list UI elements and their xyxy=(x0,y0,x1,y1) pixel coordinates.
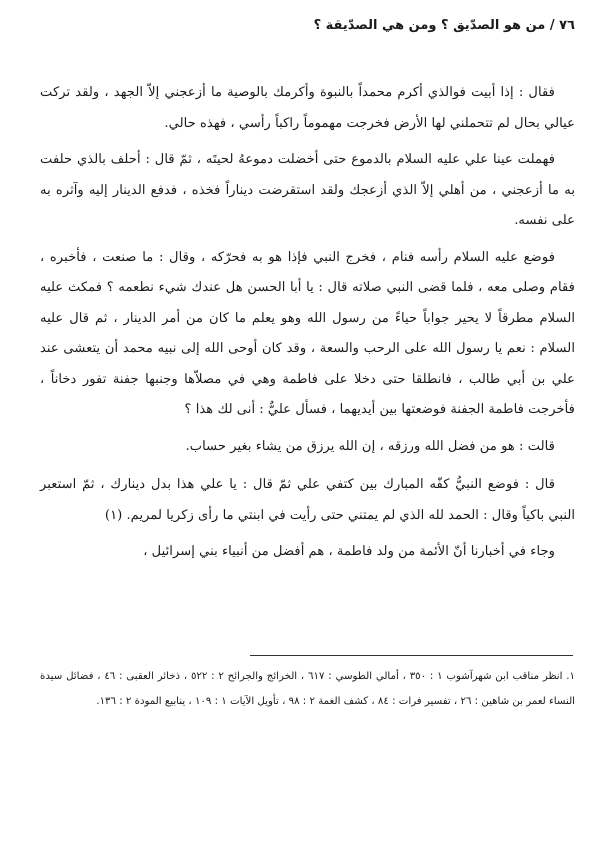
paragraph-1: فقال : إذا أبيت فوالذي أكرم محمداً بالنبوة وأكرمك بالوصية ما أزعجني إلاّ الجهد ، ولقد تركت عيالي بحال لم تتحملني لها الأرض فخرجت مهموماً راكباً رأسي ، فهذه حالي. xyxy=(40,85,575,131)
footnote-separator xyxy=(250,655,573,656)
footnotes xyxy=(40,664,575,714)
paragraph-6: وجاء في أخبارنا أنّ الأئمة من ولد فاطمة ، هم أفضل من أنبياء بني إسرائيل ، xyxy=(143,544,555,559)
paragraph-3: فوضع عليه السلام رأسه فنام ، فخرج النبي فإذا هو به فحرّكه ، وقال : ما صنعت ، فأخبره ، فقام وصلى معه ، فلما قضى النبي صلاته قال : يا أبا الحسن هل عندك شيء نطعمه ؟ فمكث عليه السلام مطرقاً لا يحير جواباً حياءً من رسول الله وهو يعلم ما كان من أمر الدينار ، ثم قال عليه السلام : نعم يا رسول الله على الرحب والسعة ، وقد كان أوحى الله إلى نبيه محمد أن يتعشى عند علي بن أبي طالب ، فانطلقا حتى دخلا على فاطمة وهي في مصلاّها وجنبها جفنة تفور دخاناً ، فأخرجت فاطمة الجفنة فوضعتها بين أيديهما ، فسأل عليٌّ : أنى لك هذا ؟ xyxy=(40,249,575,417)
running-header: ٧٦ / من هو الصدّيق ؟ ومن هي الصدّيقة ؟ xyxy=(313,18,575,33)
main-text xyxy=(40,78,575,574)
footnote-1: ١. انظر مناقب ابن شهرآشوب ١ : ٣٥٠ ، أمالي الطوسي : ٦١٧ ، الخرائج والجرائح ٢ : ٥٢٢ ، ذخائر العقبى : ٤٦ ، فضائل سيدة النساء لعمر بن شاهين : ٢٦ ، تفسير فرات : ٨٤ ، كشف الغمة ٢ : ٩٨ ، تأويل الآيات ١ : ١٠٩ ، ينابيع المودة ٢ : ١٣٦. xyxy=(40,671,575,707)
paragraph-2: فهملت عينا علي عليه السلام بالدموع حتى أخضلت دموعهُ لحيتَه ، ثمّ قال : أحلف بالذي حلفت به ما أزعجني ، من أهلي إلاّ الذي أزعجك ولقد استقرضت ديناراً فخذه ، فدفع الدينار إليه وآثره به على نفسه. xyxy=(40,152,575,228)
paragraph-4: قالت : هو من فضل الله ورزقه ، إن الله يرزق من يشاء بغير حساب. xyxy=(185,438,555,454)
paragraph-5: قال : فوضع النبيُّ كفّه المبارك بين كتفي علي ثمّ قال : يا علي هذا بدل دينارك ، ثمّ استعبر النبي باكياً وقال : الحمد لله الذي لم يمتني حتى رأيت في ابنتي ما رأى زكريا لمريم. (١) xyxy=(40,477,575,523)
